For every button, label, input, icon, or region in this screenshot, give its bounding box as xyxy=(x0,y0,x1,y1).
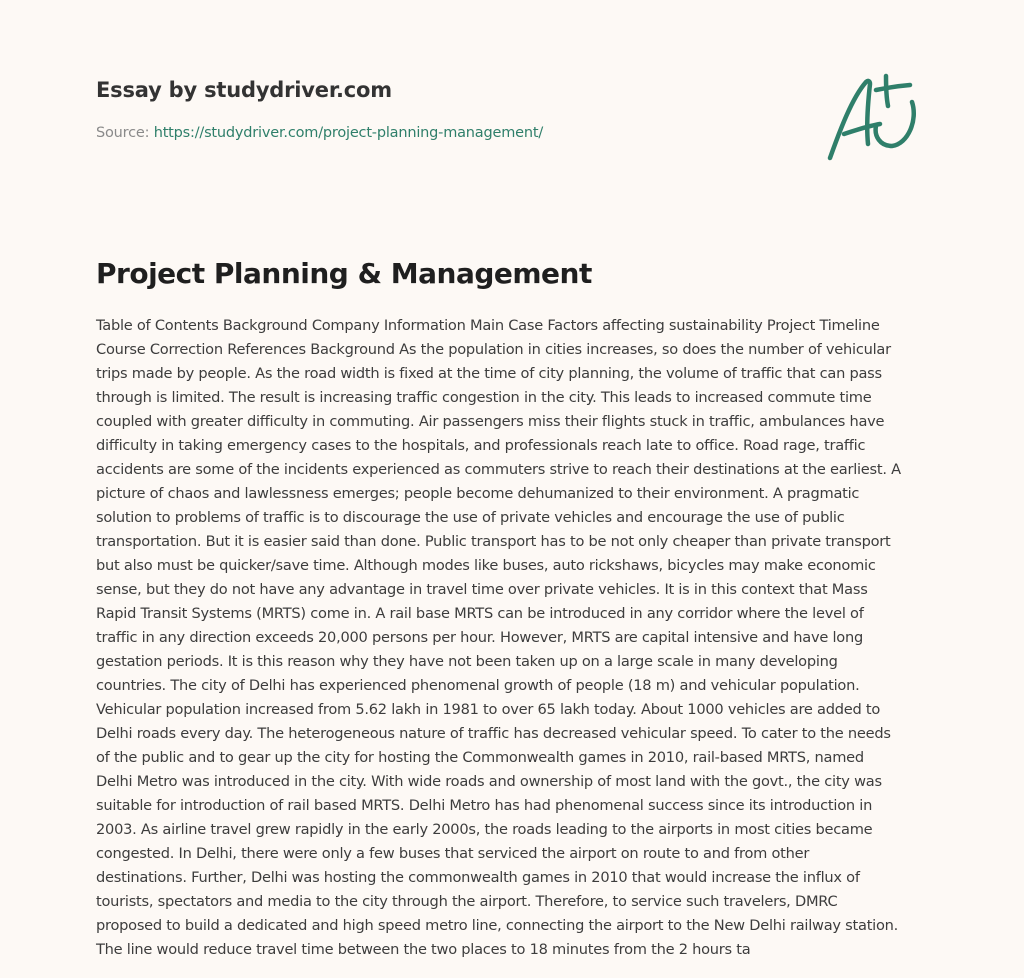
essay-line: Delhi Metro was introduced in the city. With wide roads and ownership of most land with the govt., the city was xyxy=(96,773,882,790)
essay-body xyxy=(96,314,936,962)
essay-line: Vehicular population increased from 5.62 lakh in 1981 to over 65 lakh today. About 1000 vehicles are added to xyxy=(96,701,881,718)
essay-line: traffic in any direction exceeds 20,000 persons per hour. However, MRTS are capital intensive and have long xyxy=(96,629,863,646)
essay-line: trips made by people. As the road width is fixed at the time of city planning, the volume of traffic that can pass xyxy=(96,365,882,382)
essay-line: but also must be quicker/save time. Although modes like buses, auto rickshaws, bicycles may make economic xyxy=(96,557,876,574)
essay-line: proposed to build a dedicated and high speed metro line, connecting the airport to the New Delhi railway station. xyxy=(96,917,899,934)
essay-line: Delhi roads every day. The heterogeneous nature of traffic has decreased vehicular speed. To cater to the needs xyxy=(96,725,891,742)
essay-line: congested. In Delhi, there were only a few buses that serviced the airport on route to and from other xyxy=(96,845,810,862)
page-header xyxy=(96,74,796,143)
essay-line: Rapid Transit Systems (MRTS) come in. A rail base MRTS can be introduced in any corridor where the level of xyxy=(96,605,864,622)
essay-line: tourists, spectators and media to the city through the airport. Therefore, to service such travelers, DMRC xyxy=(96,893,838,910)
essay-line: gestation periods. It is this reason why they have not been taken up on a large scale in many developing xyxy=(96,653,838,670)
essay-line: picture of chaos and lawlessness emerges; people become dehumanized to their environment. A pragmatic xyxy=(96,485,860,502)
essay-line: 2003. As airline travel grew rapidly in the early 2000s, the roads leading to the airports in most cities became xyxy=(96,821,873,838)
essay-line: countries. The city of Delhi has experienced phenomenal growth of people (18 m) and vehicular population. xyxy=(96,677,860,694)
essay-line: transportation. But it is easier said than done. Public transport has to be not only cheaper than private transport xyxy=(96,533,891,550)
essay-line: through is limited. The result is increasing traffic congestion in the city. This leads to increased commute time xyxy=(96,389,872,406)
essay-line: sense, but they do not have any advantage in travel time over private vehicles. It is in this context that Mass xyxy=(96,581,868,598)
source-line xyxy=(96,123,796,143)
essay-line: suitable for introduction of rail based MRTS. Delhi Metro has had phenomenal success since its introduction in xyxy=(96,797,873,814)
source-link[interactable]: https://studydriver.com/project-planning-management/ xyxy=(153,125,544,141)
essay-line: Table of Contents Background Company Information Main Case Factors affecting sustainability Project Timeline xyxy=(96,317,880,334)
essay-title: Project Planning & Management xyxy=(96,257,592,290)
site-title: Essay by studydriver.com xyxy=(96,78,392,102)
essay-line: solution to problems of traffic is to discourage the use of private vehicles and encourage the use of public xyxy=(96,509,845,526)
essay-line: Course Correction References Background As the population in cities increases, so does the number of vehicular xyxy=(96,341,891,358)
source-label: Source: xyxy=(96,125,154,141)
essay-line: of the public and to gear up the city for hosting the Commonwealth games in 2010, rail-based MRTS, named xyxy=(96,749,864,766)
essay-line: The line would reduce travel time between the two places to 18 minutes from the 2 hours ta xyxy=(96,941,751,958)
essay-line: destinations. Further, Delhi was hosting the commonwealth games in 2010 that would increase the influx of xyxy=(96,869,860,886)
a-plus-grade-icon xyxy=(822,68,926,164)
essay-line: coupled with greater difficulty in commuting. Air passengers miss their flights stuck in traffic, ambulances have xyxy=(96,413,885,430)
essay-line: difficulty in taking emergency cases to the hospitals, and professionals reach late to office. Road rage, traffic xyxy=(96,437,866,454)
essay-line: accidents are some of the incidents experienced as commuters strive to reach their destinations at the earliest. A xyxy=(96,461,901,478)
